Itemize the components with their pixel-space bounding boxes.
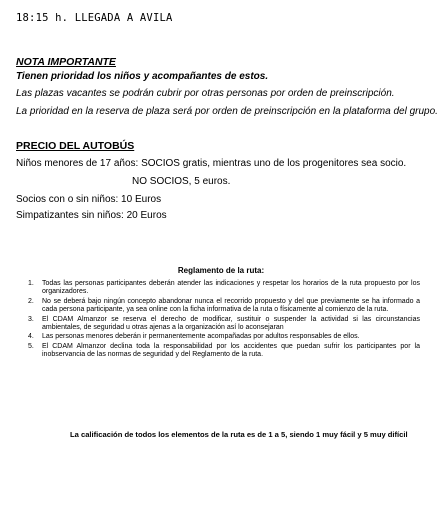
rule-text: El CDAM Almanzor declina toda la responsabilidad por los accidentes que puedan sufrir los participantes por la inobservancia de las normas de seguridad y del Reglamento de la ruta. — [42, 342, 420, 359]
difficulty-footnote: La calificación de todos los elementos de la ruta es de 1 a 5, siendo 1 muy fácil y 5 muy difícil — [70, 430, 408, 439]
reglamento-rule — [28, 333, 420, 341]
reglamento-rule — [28, 343, 420, 360]
reglamento-rule — [28, 298, 420, 315]
rule-number: 3. — [28, 315, 34, 323]
rule-text: No se deberá bajo ningún concepto abandonar nunca el recorrido propuesto y del que previamente se ha informado a cada persona participante, ya sea online con la ficha informativa de la ruta o físicamente al comienzo de la ruta. — [42, 297, 420, 314]
rule-text: Las personas menores deberán ir permanentemente acompañadas por adultos responsables de ellos. — [42, 333, 360, 341]
reglamento-list — [28, 280, 420, 361]
nota-importante-heading: NOTA IMPORTANTE — [16, 56, 116, 68]
reglamento-rule — [28, 316, 420, 333]
arrival-time-heading: 18:15 h. LLEGADA A AVILA — [16, 12, 173, 24]
precio-line-non-members: NO SOCIOS, 5 euros. — [132, 176, 231, 187]
reglamento-rule — [28, 280, 420, 297]
nota-line-vacancies: Las plazas vacantes se podrán cubrir por otras personas por orden de preinscripción. — [16, 88, 395, 99]
rule-number: 4. — [28, 333, 34, 341]
nota-line-priority: Tienen prioridad los niños y acompañantes de estos. — [16, 71, 269, 82]
precio-line-children: Niños menores de 17 años: SOCIOS gratis, mientras uno de los progenitores sea socio. — [16, 158, 407, 169]
nota-line-reservation: La prioridad en la reserva de plaza será por orden de preinscripción en la plataforma del grupo. — [16, 106, 438, 117]
rule-text: Todas las personas participantes deberán atender las indicaciones y respetar los horarios de la ruta propuesto por los organizadores. — [42, 280, 420, 296]
precio-autobus-heading: PRECIO DEL AUTOBÚS — [16, 140, 135, 152]
reglamento-title: Reglamento de la ruta: — [177, 266, 265, 275]
rule-number: 1. — [28, 280, 34, 287]
rule-number: 5. — [28, 342, 34, 350]
rule-text: El CDAM Almanzor se reserva el derecho de modificar, sustituir o suspender la actividad si las circunstancias ambientales, de seguridad u otras ajenas a la organización así lo aconsejaran — [42, 315, 420, 332]
precio-line-supporters: Simpatizantes sin niños: 20 Euros — [16, 210, 167, 221]
rule-number: 2. — [28, 297, 34, 305]
precio-line-members: Socios con o sin niños: 10 Euros — [16, 194, 162, 205]
